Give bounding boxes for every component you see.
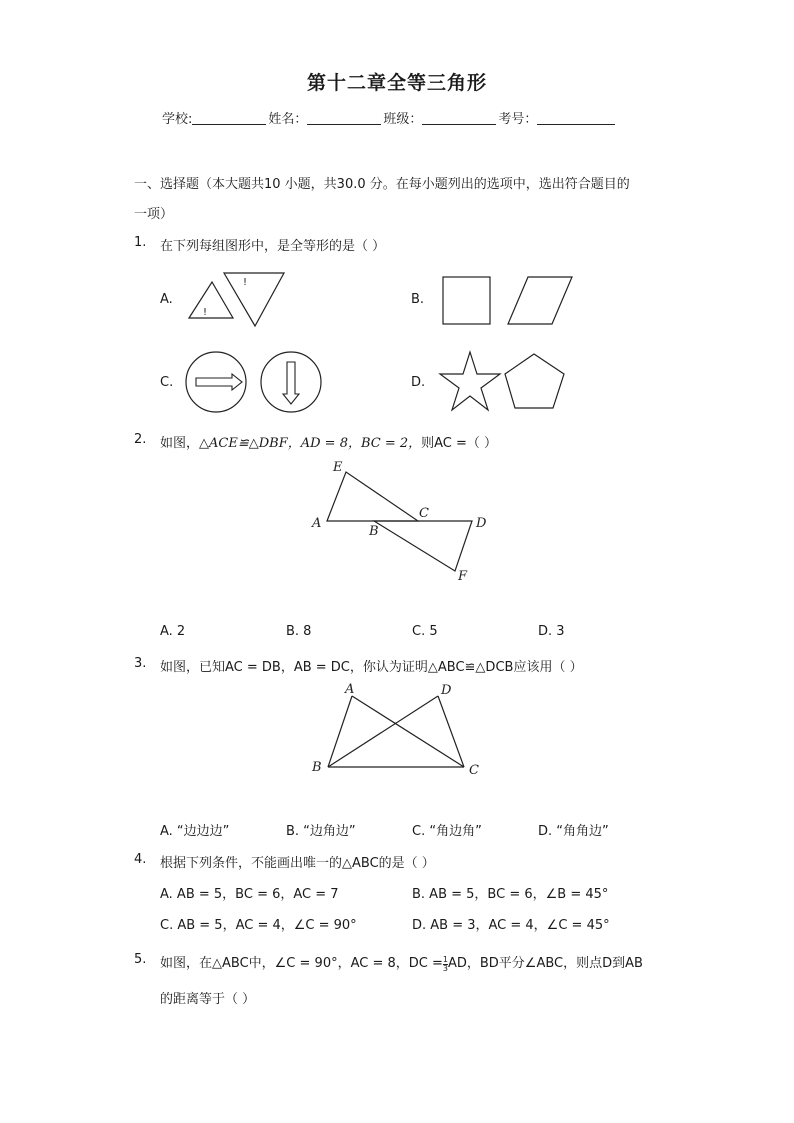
q2-formula: △ACE≌△DBF，AD = 8，BC = 2， [199,436,422,451]
square-shape [443,277,490,324]
q4-option-b[interactable]: B. AB = 5，BC = 6，∠B = 45° [412,887,609,902]
q1-option-d-figure [436,350,566,412]
label-c: C [419,506,429,521]
q1-option-b-label[interactable]: B. [411,292,425,307]
q5-stem-line1 [160,952,643,973]
q5-number: 5. [134,952,147,967]
label-d: D [441,683,452,698]
triangle-ace [327,472,418,521]
class-label: 班级： [383,112,423,127]
circle-with-down-arrow [261,352,321,412]
exam-number-blank[interactable] [537,110,615,125]
segment-db [328,696,438,767]
circle-with-right-arrow [186,352,246,412]
label-d: D [476,516,487,531]
q1-option-b-figure [440,275,575,327]
parallelogram-shape [508,277,572,324]
class-blank[interactable] [422,110,496,125]
name-blank[interactable] [307,110,381,125]
student-info-line [162,108,617,127]
q4-option-a[interactable]: A. AB = 5，BC = 6，AC = 7 [160,887,339,902]
q4-option-d[interactable]: D. AB = 3，AC = 4，∠C = 45° [412,918,610,933]
q2-number: 2. [134,432,147,447]
label-c: C [469,763,479,778]
name-label: 姓名： [268,112,308,127]
q2-text-post: 则AC =（ ） [421,436,498,451]
q3-option-c[interactable]: C. “角边角” [412,824,482,839]
label-f: F [458,569,468,584]
q5-text-a: 如图，在△ABC中，∠C = 90°，AC = 8，DC = [160,956,443,971]
q2-text-pre: 如图， [160,436,200,451]
school-label: 学校: [162,112,193,127]
down-arrow-icon [283,362,299,404]
q1-option-a-figure [186,270,286,330]
exam-number-label: 考号： [498,112,538,127]
triangle-dbf [374,521,472,571]
q3-option-d[interactable]: D. “角角边” [538,824,609,839]
q3-option-b[interactable]: B. “边角边” [286,824,356,839]
section-heading-line1: 一、选择题（本大题共10 小题，共30.0 分。在每小题列出的选项中，选出符合题目的 [134,177,630,192]
q2-stem [160,432,497,451]
section-heading-line2: 一项） [134,207,174,222]
exclamation-mark-inverted: ! [243,277,248,288]
school-blank[interactable] [192,110,266,125]
q3-text: 如图，已知AC = DB，AB = DC，你认为证明△ABC≌△DCB应该用（ ） [160,660,583,675]
q1-option-a-label[interactable]: A. [160,292,173,307]
label-a: A [345,682,355,697]
q2-option-c[interactable]: C. 5 [412,624,438,639]
q4-text: 根据下列条件，不能画出唯一的△ABC的是（ ） [160,856,435,871]
q2-option-a[interactable]: A. 2 [160,624,186,639]
q5-frac-numerator: 1 [442,955,448,964]
small-triangle-shape [189,282,233,318]
q1-option-c-label[interactable]: C. [160,375,174,390]
q1-option-c-figure [184,350,326,414]
q5-frac-denominator: 3 [442,964,448,973]
q5-stem-line2: 的距离等于（ ） [160,992,256,1007]
q2-option-d[interactable]: D. 3 [538,624,565,639]
q1-number: 1. [134,235,147,250]
segment-ac [352,696,464,767]
exclamation-mark: ! [203,307,208,318]
star-shape [440,352,500,410]
q1-text: 在下列每组图形中，是全等形的是（ ） [160,239,386,254]
pentagon-shape [505,354,564,408]
segment-dc [438,696,464,767]
segment-ab [328,696,352,767]
q1-option-d-label[interactable]: D. [411,375,426,390]
label-e: E [333,460,343,475]
label-a: A [312,516,322,531]
label-b: B [312,760,322,775]
right-arrow-icon [196,374,242,390]
q3-option-a[interactable]: A. “边边边” [160,824,230,839]
q2-figure [300,455,500,585]
q4-option-c[interactable]: C. AB = 5，AC = 4，∠C = 90° [160,918,357,933]
q3-figure [308,682,488,782]
page-title: 第十二章全等三角形 [306,72,487,94]
q4-number: 4. [134,852,147,867]
q5-text-b: AD，BD平分∠ABC，则点D到AB [447,956,643,971]
label-b: B [369,524,379,539]
q2-option-b[interactable]: B. 8 [286,624,312,639]
q3-number: 3. [134,656,147,671]
